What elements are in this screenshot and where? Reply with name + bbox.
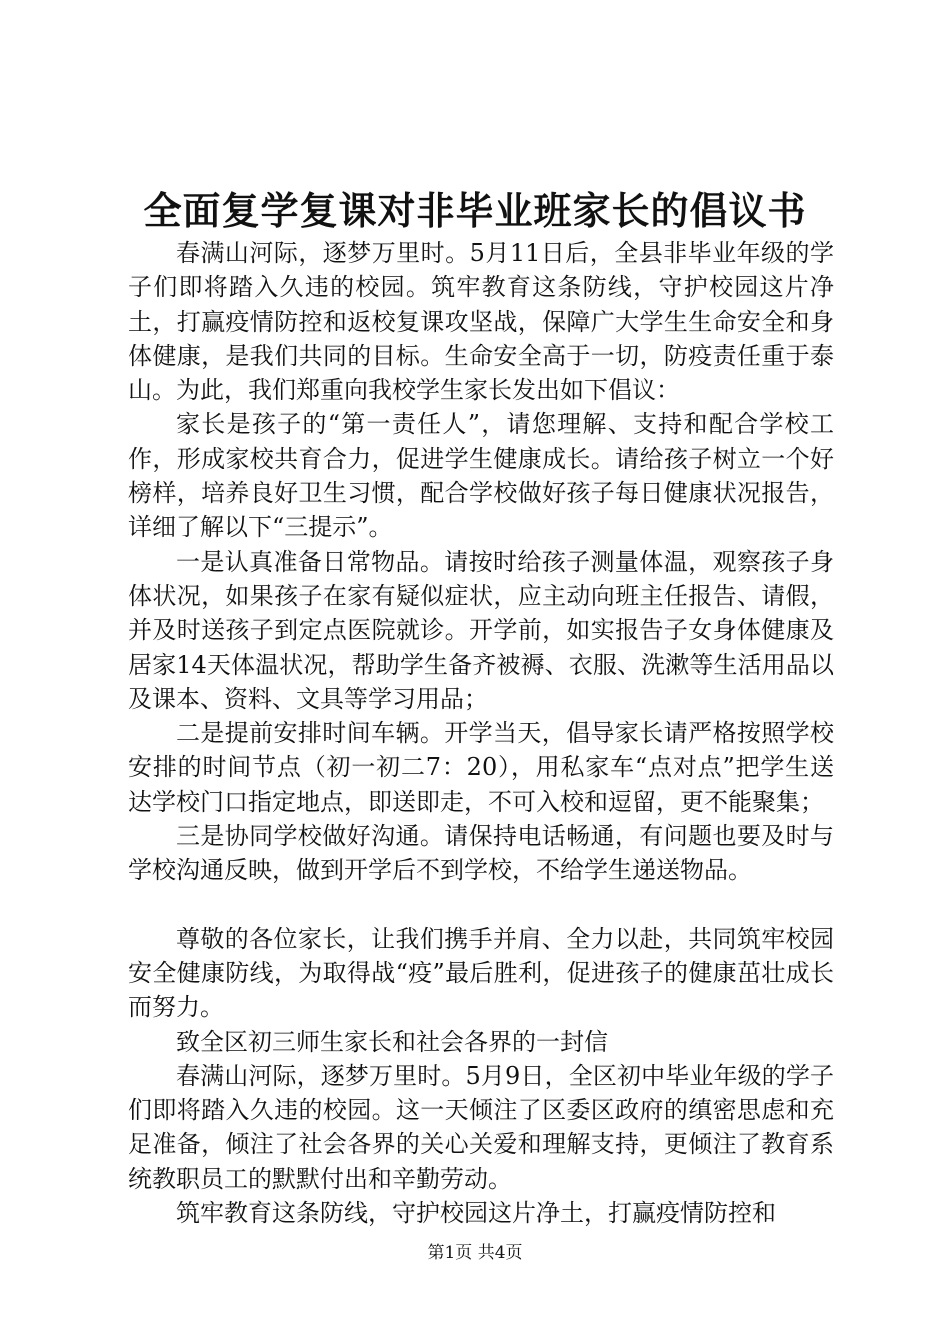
document-body [128,236,834,1230]
paragraph-intro: 春满山河际，逐梦万里时。5月11日后，全县非毕业年级的学子们即将踏入久违的校园。筑牢教育这条防线，守护校园这片净土，打赢疫情防控和返校复课攻坚战，保障广大学生生命安全和身体健康，是我们共同的目标。生命安全高于一切，防疫责任重于泰山。为此，我们郑重向我校学生家长发出如下倡议： [128,239,834,405]
paragraph-item-one: 一是认真准备日常物品。请按时给孩子测量体温，观察孩子身体状况，如果孩子在家有疑似症状，应主动向班主任报告、请假，并及时送孩子到定点医院就诊。开学前，如实报告子女身体健康及居家14天体温状况，帮助学生备齐被褥、衣服、洗漱等生活用品以及课本、资料、文具等学习用品； [128,547,834,713]
paragraph-letter-continued: 筑牢教育这条防线，守护校园这片净土，打赢疫情防控和 [176,1199,776,1228]
paragraph-closing: 尊敬的各位家长，让我们携手并肩、全力以赴，共同筑牢校园安全健康防线，为取得战“疫”最后胜利，促进孩子的健康茁壮成长而努力。 [128,924,834,1022]
paragraph-parent-responsibility: 家长是孩子的“第一责任人”，请您理解、支持和配合学校工作，形成家校共育合力，促进学生健康成长。请给孩子树立一个好榜样，培养良好卫生习惯，配合学校做好孩子每日健康状况报告，详细了解以下“三提示”。 [128,410,834,542]
letter-heading: 致全区初三师生家长和社会各界的一封信 [176,1027,608,1056]
paragraph-item-two: 二是提前安排时间车辆。开学当天，倡导家长请严格按照学校安排的时间节点（初一初二7：20），用私家车“点对点”把学生送达学校门口指定地点，即送即走，不可入校和逗留，更不能聚集； [128,719,834,816]
paragraph-item-three: 三是协同学校做好沟通。请保持电话畅通，有问题也要及时与学校沟通反映，做到开学后不到学校，不给学生递送物品。 [128,822,834,885]
page-number-footer: 第1页 共4页 [427,1243,523,1263]
paragraph-letter-intro: 春满山河际，逐梦万里时。5月9日，全区初中毕业年级的学子们即将踏入久违的校园。这一天倾注了区委区政府的缜密思虑和充足准备，倾注了社会各界的关心关爱和理解支持，更倾注了教育系统教职员工的默默付出和辛勤劳动。 [128,1061,834,1193]
document-title: 全面复学复课对非毕业班家长的倡议书 [143,188,807,233]
